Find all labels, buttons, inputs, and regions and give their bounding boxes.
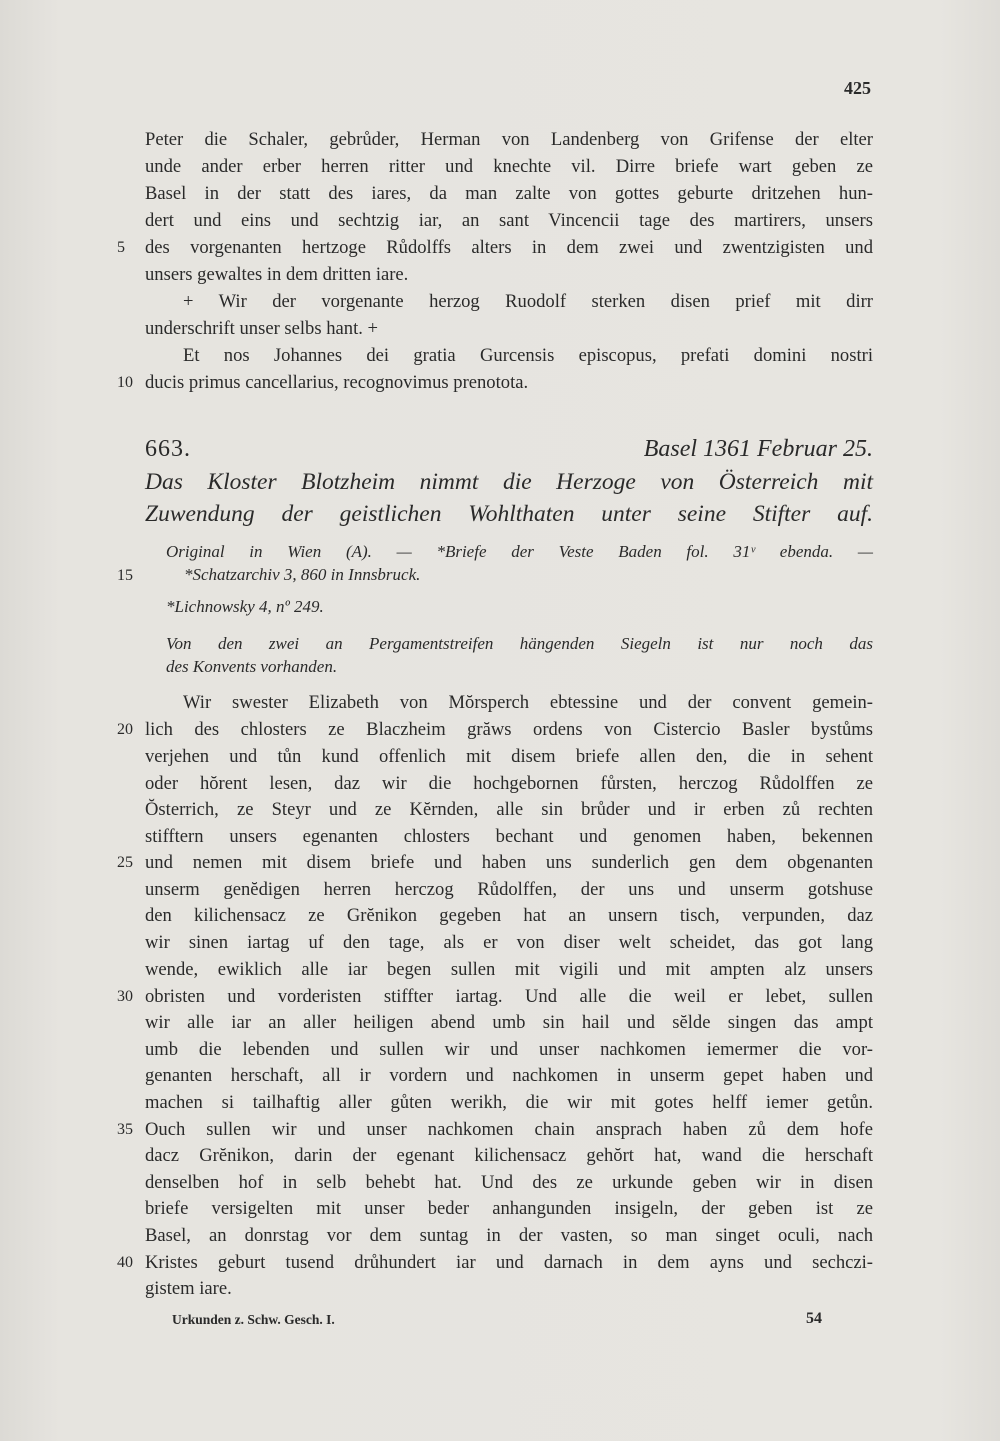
document-place-date: Basel 1361 Februar 25. bbox=[643, 436, 873, 462]
text-line: underschrift unser selbs hant. + bbox=[145, 318, 379, 339]
text-line: Wir swester Elizabeth von Mŏrsperch ebtessine und der convent gemein- bbox=[183, 692, 873, 713]
document-title-line: Das Kloster Blotzheim nimmt die Herzoge von Österreich mit bbox=[145, 469, 873, 495]
text-line: wir alle iar an aller heiligen abend umb sin hail und sĕlde singen das ampt bbox=[145, 1012, 873, 1033]
text-line: umb die lebenden und sullen wir und unser nachkomen iemermer die vor- bbox=[145, 1039, 873, 1060]
text-line: oder hŏrent lesen, daz wir die hochgebornen fůrsten, herczog Růdolffen ze bbox=[145, 773, 873, 794]
text-line: Peter die Schaler, gebrůder, Herman von Landenberg von Grifense der elter bbox=[145, 129, 873, 150]
text-line: gistem iare. bbox=[145, 1278, 232, 1299]
line-number: 40 bbox=[117, 1254, 133, 1271]
source-note-line: des Konvents vorhanden. bbox=[166, 657, 338, 676]
source-line: *Lichnowsky 4, nº 249. bbox=[166, 597, 324, 616]
source-line: Original in Wien (A). — *Briefe der Veste Baden fol. 31ᵛ ebenda. — bbox=[166, 542, 873, 561]
source-line: *Schatzarchiv 3, 860 in Innsbruck. bbox=[184, 565, 421, 584]
document-title-line: Zuwendung der geistlichen Wohlthaten unter seine Stifter auf. bbox=[145, 501, 873, 527]
document-number: 663. bbox=[145, 436, 191, 462]
text-line: und nemen mit disem briefe und haben uns sunderlich gen dem obgenanten bbox=[145, 852, 873, 873]
line-number: 20 bbox=[117, 721, 133, 738]
text-line: Basel, an donrstag vor dem suntag in der vasten, so man singet oculi, nach bbox=[145, 1225, 873, 1246]
footer-signature: 54 bbox=[806, 1310, 822, 1327]
text-line: dert und eins und sechtzig iar, an sant Vincencii tage des martirers, unsers bbox=[145, 210, 873, 231]
line-number: 25 bbox=[117, 854, 133, 871]
text-line: unserm genĕdigen herren herczog Růdolffen, der uns und unserm gotshuse bbox=[145, 879, 873, 900]
text-line: machen si tailhaftig aller gůten werikh, die wir mit gotes helff iemer getůn. bbox=[145, 1092, 873, 1113]
text-line: obristen und vorderisten stiffter iartag. Und alle die weil er lebet, sullen bbox=[145, 986, 873, 1007]
footer-source: Urkunden z. Schw. Gesch. I. bbox=[172, 1312, 335, 1327]
text-line: Kristes geburt tusend drůhundert iar und darnach in dem ayns und sechczi- bbox=[145, 1252, 873, 1273]
line-number: 10 bbox=[117, 374, 133, 391]
text-line: unde ander erber herren ritter und knechte vil. Dirre briefe wart geben ze bbox=[145, 156, 873, 177]
text-line: ducis primus cancellarius, recognovimus prenotota. bbox=[145, 372, 529, 393]
text-line: wir sinen iartag uf den tage, als er von diser welt scheidet, das got lang bbox=[145, 932, 873, 953]
text-line: den kilichensacz ze Grĕnikon gegeben hat an unsern tisch, verpunden, daz bbox=[145, 905, 873, 926]
text-line: + Wir der vorgenante herzog Ruodolf sterken disen prief mit dirr bbox=[183, 291, 873, 312]
text-line: Basel in der statt des iares, da man zalte von gottes geburte dritzehen hun- bbox=[145, 183, 873, 204]
text-line: unsers gewaltes in dem dritten iare. bbox=[145, 264, 409, 285]
text-line: dacz Grĕnikon, darin der egenant kilichensacz gehŏrt hat, wand die herschaft bbox=[145, 1145, 873, 1166]
text-line: stifftern unsers egenanten chlosters bechant und genomen haben, bekennen bbox=[145, 826, 873, 847]
text-line: genanten herschaft, all ir vordern und nachkomen in unserm gepet haben und bbox=[145, 1065, 873, 1086]
line-number: 35 bbox=[117, 1121, 133, 1138]
line-number: 5 bbox=[117, 239, 125, 256]
source-note-line: Von den zwei an Pergamentstreifen hängenden Siegeln ist nur noch das bbox=[166, 634, 873, 653]
text-line: denselben hof in selb behebt hat. Und des ze urkunde geben wir in disen bbox=[145, 1172, 873, 1193]
line-number: 15 bbox=[117, 567, 133, 584]
text-line: wende, ewiklich alle iar begen sullen mit vigili und mit ampten alz unsers bbox=[145, 959, 873, 980]
text-line: verjehen und tůn kund offenlich mit disem briefe allen den, die in sehent bbox=[145, 746, 873, 767]
page-number: 425 bbox=[844, 78, 871, 98]
text-line: Et nos Johannes dei gratia Gurcensis episcopus, prefati domini nostri bbox=[183, 345, 873, 366]
text-line: des vorgenanten hertzoge Růdolffs alters in dem zwei und zwentzigisten und bbox=[145, 237, 873, 258]
line-number: 30 bbox=[117, 988, 133, 1005]
text-line: briefe versigelten mit unser beder anhangunden insigeln, der geben ist ze bbox=[145, 1198, 873, 1219]
text-line: Ouch sullen wir und unser nachkomen chain ansprach haben zů dem hofe bbox=[145, 1119, 873, 1140]
text-line: Ŏsterrich, ze Steyr und ze Kĕrnden, alle sin brůder und ir erben zů rechten bbox=[145, 799, 873, 820]
text-line: lich des chlosters ze Blaczheim grăws ordens von Cistercio Basler bystůms bbox=[145, 719, 873, 740]
